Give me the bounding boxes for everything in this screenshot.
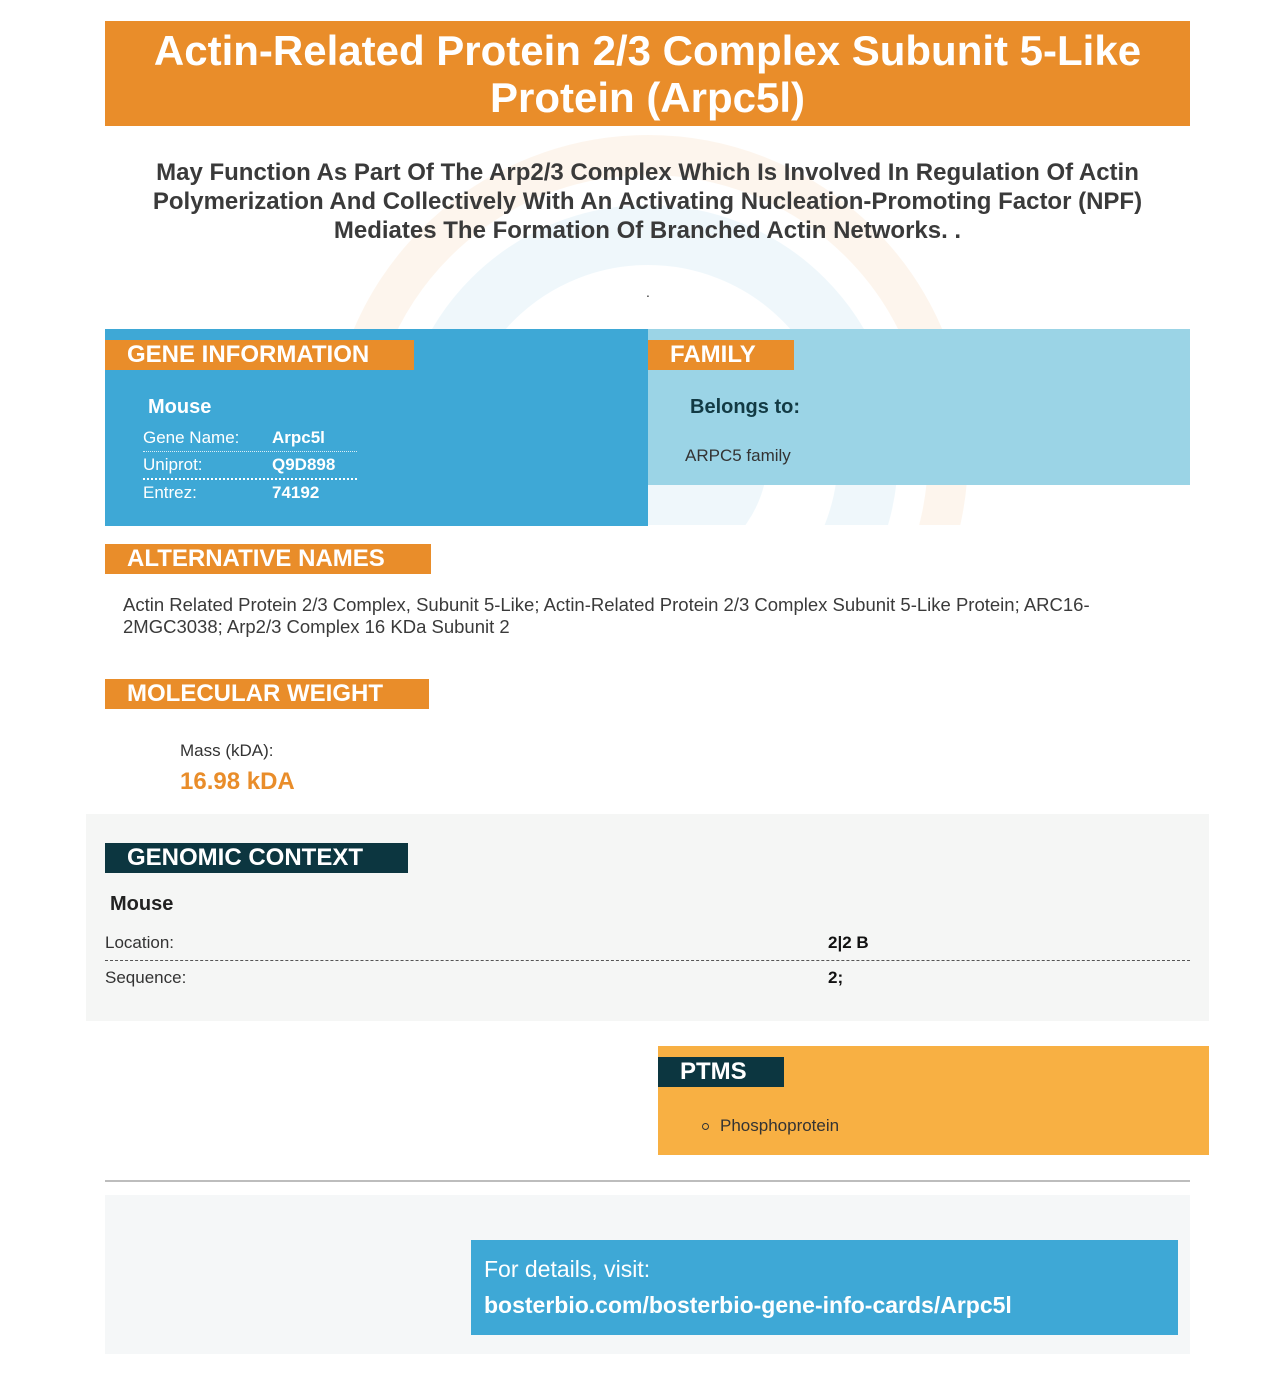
entrez-value: 74192 [272, 483, 320, 502]
page-title: Actin-Related Protein 2/3 Complex Subunit 5-Like Protein (Arpc5l) [153, 26, 1142, 121]
family-value: ARPC5 family [685, 446, 791, 465]
genomic-species-label: Mouse [110, 893, 174, 915]
alternative-names-text: Actin Related Protein 2/3 Complex, Subunit 5-Like; Actin-Related Protein 2/3 Complex Subunit 5-Like Protein; ARC16-2MGC3038; Arp2/3 Complex 16 KDa Subunit 2 [123, 594, 1090, 637]
ptms-heading: PTMS [658, 1057, 784, 1087]
gene-name-label: Gene Name: [143, 428, 240, 447]
gene-name-value: Arpc5l [272, 428, 325, 447]
sequence-label: Sequence: [105, 968, 187, 987]
ptm-item-text: Phosphoprotein [720, 1116, 840, 1135]
separator-dot: . [646, 284, 650, 300]
gene-information-heading: GENE INFORMATION [105, 340, 414, 370]
uniprot-label: Uniprot: [143, 455, 203, 474]
title-banner [105, 21, 1190, 126]
alternative-names-heading: ALTERNATIVE NAMES [105, 544, 431, 574]
divider [105, 1180, 1190, 1182]
uniprot-row [143, 451, 357, 480]
location-value: 2|2 B [828, 933, 869, 952]
ptms-panel [658, 1046, 1209, 1155]
ptm-list-item [702, 1116, 839, 1136]
belongs-to-label: Belongs to: [690, 396, 800, 418]
gene-species-label: Mouse [148, 396, 212, 418]
uniprot-value: Q9D898 [272, 455, 336, 474]
genomic-context-heading: GENOMIC CONTEXT [105, 843, 408, 873]
details-link-box[interactable] [471, 1240, 1178, 1335]
sequence-value: 2; [828, 968, 844, 987]
molecular-weight-heading: MOLECULAR WEIGHT [105, 679, 429, 709]
mass-value: 16.98 kDA [180, 768, 295, 795]
visit-label: For details, visit: [484, 1256, 651, 1282]
entrez-row [143, 479, 357, 506]
details-url-link[interactable]: bosterbio.com/bosterbio-gene-info-cards/Arpc5l [484, 1292, 1012, 1318]
circle-bullet-icon [702, 1123, 709, 1130]
sequence-row [105, 961, 1190, 995]
location-row [105, 926, 1190, 961]
mass-label: Mass (kDA): [180, 741, 274, 760]
gene-name-row [143, 424, 357, 452]
family-heading: FAMILY [648, 340, 794, 370]
protein-function-summary: May Function As Part Of The Arp2/3 Complex Which Is Involved In Regulation Of Actin Polymerization And Collectively With An Activating Nucleation-Promoting Factor (NPF) Mediates The Formation Of Branched Actin Networks. . [152, 159, 1143, 244]
location-label: Location: [105, 933, 174, 952]
entrez-label: Entrez: [143, 483, 197, 502]
